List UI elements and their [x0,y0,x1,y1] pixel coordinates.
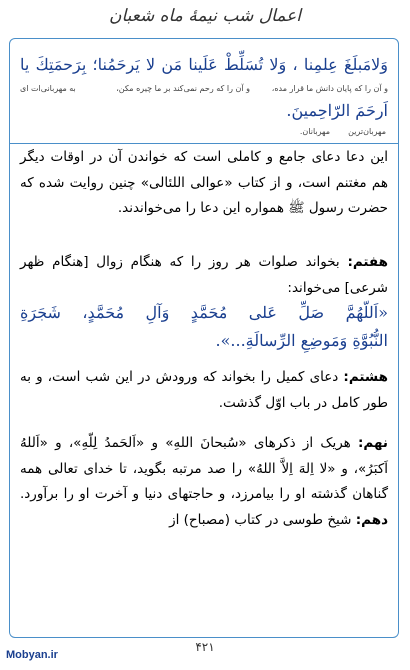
paragraph-4-text-a: هریک از ذکرهای «سُبحانَ اللهِ» و «اَلحَمدُ لِلّهِ»، و «اَللهُ اَكبَرُ»، و «لا اِلهَ اِلاَّ اللهُ» را صد مرتبه بگوید، تا خدای تعالی همه گناهان گذشته او را بیامرزد، و حاجتهای دنیا و آخرت او را برآورد. [20,435,388,502]
box-divider [10,143,398,144]
paragraph-2-arabic-a: «اَللّهُمَّ صَلِّ عَلى مُحَمَّدٍ وَآلِ مُحَمَّدٍ، شَجَرَةِ [20,303,388,322]
translation-2b: مهربانان. [299,127,330,136]
watermark: Mobyan.ir [6,649,58,661]
paragraph-1 [20,145,388,222]
paragraph-2-label: هفتم: [347,254,389,270]
paragraph-1-text: این دعا دعای جامع و کاملی است که خواندن آن در اوقات دیگر هم مغتنم است، و از کتاب «عوالی اللئالی» چنین روایت شده که حضرت رسول ﷺ همواره این دعا را می‌خواندند. [20,149,388,216]
paragraph-3-text: دعای کمیل را بخواند که ورودش در این شب است، و به طور کامل در باب اوّل گذشت. [20,369,388,411]
paragraph-4-label: نهم: [358,435,388,451]
page-number: ۴۲۱ [195,640,215,654]
paragraph-4 [20,431,388,533]
paragraph-4-text-b: شیخ طوسی در کتاب (مصباح) از [169,511,352,528]
running-header [0,6,410,36]
translation-2a: مهربان‌ترین [348,127,386,136]
paragraph-3-label: هشتم: [343,369,389,385]
page-frame [9,38,399,638]
prayer-arabic-line-2: اَرحَمَ الرّاحِمينَ. [286,101,388,120]
paragraph-2-text: بخواند صلوات هر روز را که هنگام زوال [هنگام ظهر شرعی] می‌خواند: [20,254,388,296]
header-title: اعمال شب نیمهٔ ماه شعبان [108,6,301,26]
paragraph-3 [20,365,388,416]
paragraph-2-arabic-b: النُّبُوَّةِ وَمَوضِعِ الرِّسالَةِ...». [215,331,388,350]
translation-1c: به مهربانی‌ات ای [20,84,76,93]
translation-1a: و آن را که پایان دانش ما قرار مده، [271,84,388,93]
prayer-arabic-line-1: وَلامَبلَغَ عِلمِنا ، وَلا تُسَلِّطْ عَلَينا مَن لا يَرحَمُنا؛ بِرَحمَتِكَ يا [20,55,388,74]
paragraph-2 [20,250,388,301]
paragraph-4-label-2: دهم: [355,511,388,528]
translation-1b: و آن را که رحم نمی‌کند بر ما چیره مکن، [116,84,250,93]
